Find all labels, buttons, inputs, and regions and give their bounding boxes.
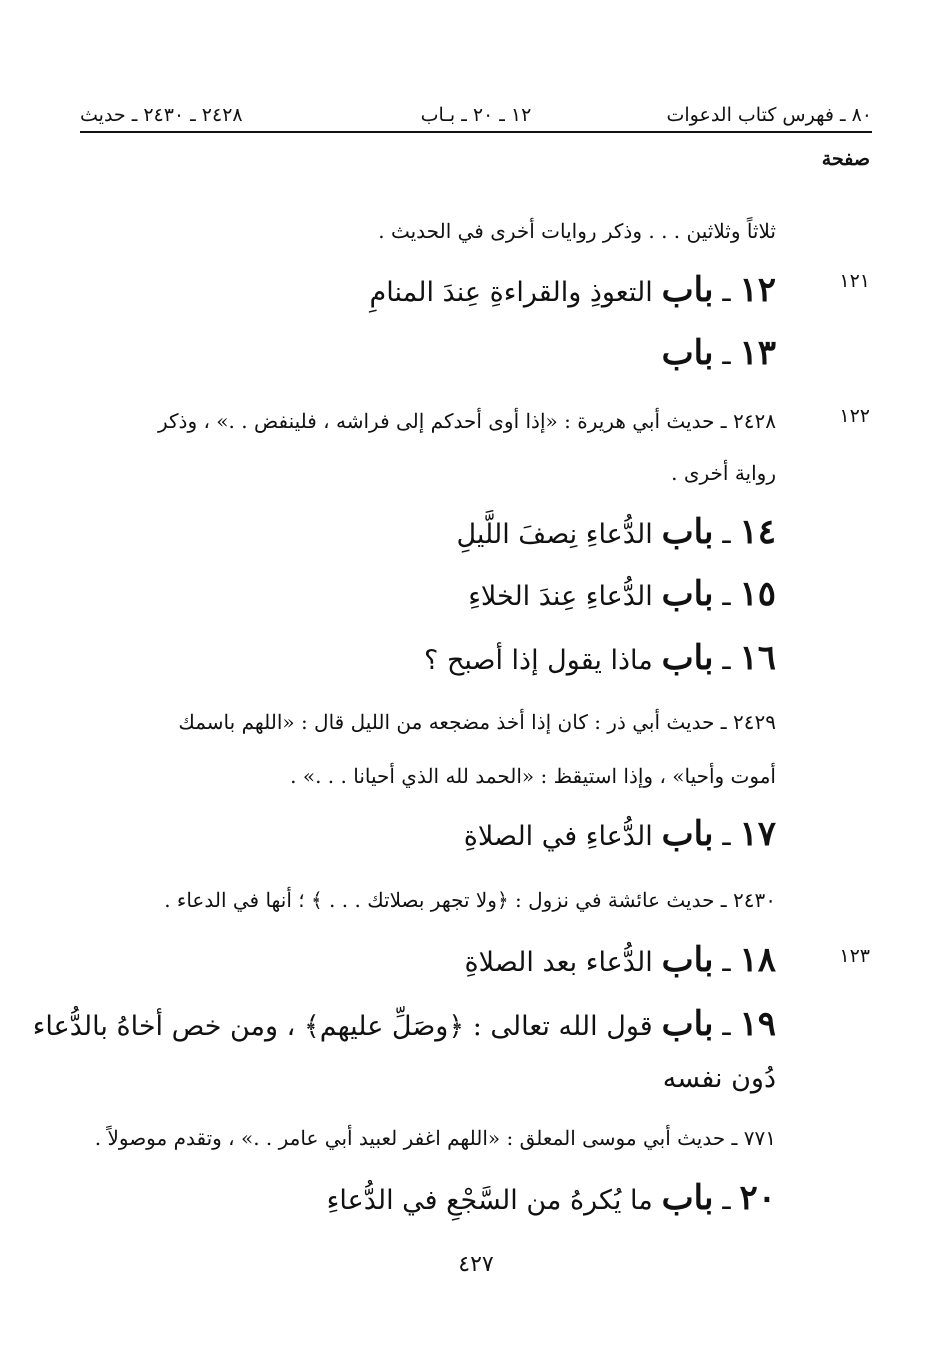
chapter-keyword: باب [661, 1178, 714, 1218]
chapter-heading: ١٤ ـ باب الدُّعاءِ نِصفَ اللَّيلِ [456, 512, 776, 552]
chapter-heading: ١٣ ـ باب [661, 333, 776, 373]
page-ref: ١٢١ [839, 270, 870, 292]
chapter-number: ٢٠ [739, 1178, 776, 1218]
chapter-title: الدُّعاءِ في الصلاةِ [463, 821, 653, 852]
header-bab-range: ١٢ ـ ٢٠ ـ بـاب [420, 104, 532, 126]
chapter-heading: ١٥ ـ باب الدُّعاءِ عِندَ الخلاءِ [468, 574, 776, 614]
chapter-keyword: باب [661, 333, 714, 373]
chapter-title: قول الله تعالى : ﴿وصَلِّ عليهم﴾ ، ومن خص أخاهُ بالدُّعاء [32, 1011, 653, 1042]
chapter-keyword: باب [661, 814, 714, 854]
hadith-entry-line: ٢٤٢٩ ـ حديث أبي ذر : كان إذا أخذ مضجعه من الليل قال : «اللهم باسمك [178, 710, 776, 734]
chapter-title: الدُّعاءِ عِندَ الخلاءِ [468, 581, 653, 612]
header-chapter-title: ٨٠ ـ فهرس كتاب الدعوات [666, 104, 872, 126]
chapter-heading: ١٦ ـ باب ماذا يقول إذا أصبح ؟ [424, 638, 776, 678]
chapter-keyword: باب [661, 512, 714, 552]
continuation-line: ثلاثاً وثلاثين . . . وذكر روايات أخرى في الحديث . [378, 219, 776, 243]
header-rule [80, 131, 872, 133]
chapter-heading: ١٧ ـ باب الدُّعاءِ في الصلاةِ [463, 814, 776, 854]
running-header [80, 100, 872, 130]
chapter-keyword: باب [661, 940, 714, 980]
page-ref: ١٢٢ [839, 405, 870, 427]
chapter-number: ١٨ [739, 940, 776, 980]
chapter-keyword: باب [661, 638, 714, 678]
chapter-number: ١٣ [739, 333, 776, 373]
hadith-entry-line: رواية أخرى . [671, 461, 776, 485]
chapter-heading: ١٨ ـ باب الدُّعاء بعد الصلاةِ [464, 940, 776, 980]
header-hadith-range: ٢٤٢٨ ـ ٢٤٣٠ ـ حديث [80, 104, 243, 126]
chapter-heading-continuation [663, 1054, 776, 1103]
chapter-title: الدُّعاء بعد الصلاةِ [464, 947, 653, 978]
chapter-number: ١٩ [739, 1004, 776, 1044]
chapter-keyword: باب [661, 270, 714, 310]
chapter-title: دُون نفسه [662, 1063, 776, 1094]
chapter-title: الدُّعاءِ نِصفَ اللَّيلِ [456, 519, 653, 550]
page-number: ٤٢٧ [458, 1252, 494, 1277]
chapter-title: ماذا يقول إذا أصبح ؟ [424, 645, 653, 676]
chapter-number: ١٤ [739, 512, 776, 552]
page-ref: ١٢٣ [839, 945, 870, 967]
chapter-keyword: باب [661, 574, 714, 614]
chapter-title: ما يُكرهُ من السَّجْعِ في الدُّعاءِ [326, 1185, 653, 1216]
chapter-heading: ١٩ ـ باب قول الله تعالى : ﴿وصَلِّ عليهم﴾ ، ومن خص أخاهُ بالدُّعاء [32, 1004, 776, 1044]
page-column-label: صفحة [821, 148, 870, 170]
chapter-number: ١٢ [739, 270, 776, 310]
hadith-entry-line: ٢٤٢٨ ـ حديث أبي هريرة : «إذا أوى أحدكم إلى فراشه ، فلينفض . .» ، وذكر [158, 409, 776, 433]
chapter-title: التعوذِ والقراءةِ عِندَ المنامِ [369, 277, 653, 308]
chapter-number: ١٥ [739, 574, 776, 614]
hadith-entry-line: أموت وأحيا» ، وإذا استيقظ : «الحمد لله الذي أحيانا . . .» . [290, 764, 776, 788]
hadith-entry-line: ٧٧١ ـ حديث أبي موسى المعلق : «اللهم اغفر لعبيد أبي عامر . .» ، وتقدم موصولاً . [94, 1126, 776, 1150]
chapter-keyword: باب [661, 1004, 714, 1044]
chapter-heading: ١٢ ـ باب التعوذِ والقراءةِ عِندَ المنامِ [369, 270, 776, 310]
hadith-entry-line: ٢٤٣٠ ـ حديث عائشة في نزول : ﴿ولا تجهر بصلاتك . . . ﴾ ؛ أنها في الدعاء . [164, 888, 776, 912]
chapter-heading: ٢٠ ـ باب ما يُكرهُ من السَّجْعِ في الدُّعاءِ [326, 1178, 776, 1218]
chapter-number: ١٧ [739, 814, 776, 854]
chapter-number: ١٦ [739, 638, 776, 678]
